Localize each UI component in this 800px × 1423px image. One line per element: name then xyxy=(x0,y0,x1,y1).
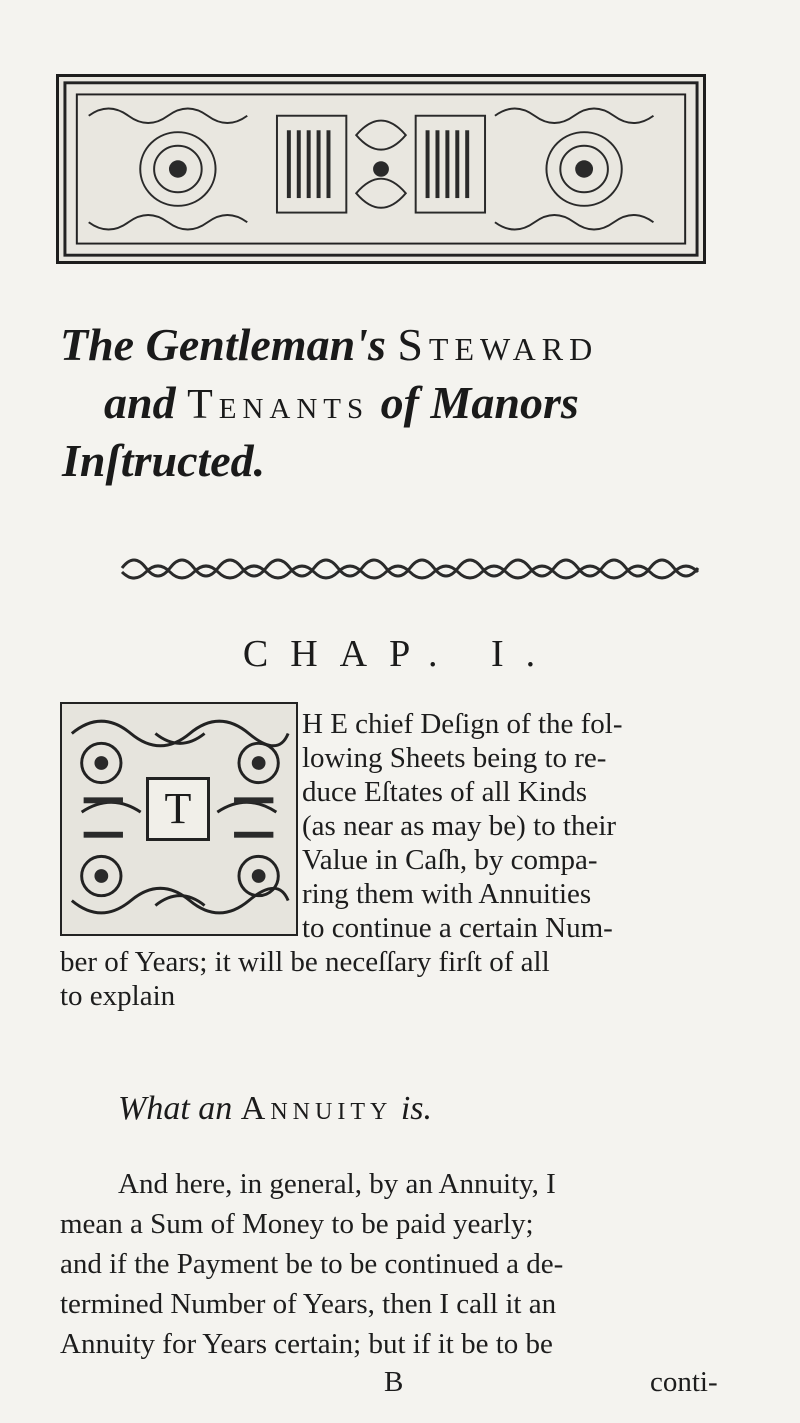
subheading-annuity: Annuity xyxy=(240,1090,393,1127)
subheading-what-an: What an xyxy=(118,1090,233,1127)
ornamental-rule xyxy=(118,548,706,588)
paragraph-2-line: And here, in general, by an Annuity, I xyxy=(118,1168,556,1200)
paragraph-1-line: to continue a certain Num- xyxy=(302,912,613,944)
title-instructed: Inſtructed. xyxy=(62,435,266,486)
paragraph-1-line: (as near as may be) to their xyxy=(302,810,617,842)
decorated-initial xyxy=(60,702,298,936)
subheading-is: is. xyxy=(400,1090,433,1127)
title-tenants: Tenants xyxy=(187,382,370,428)
title-of: of xyxy=(380,377,419,428)
paragraph-1-line: duce Eſtates of all Kinds xyxy=(302,776,588,808)
chapter-heading: CHAP. I. xyxy=(242,633,558,675)
paragraph-2-line: mean a Sum of Money to be paid yearly; xyxy=(60,1208,534,1240)
signature-mark: B xyxy=(384,1366,404,1398)
title-steward: Steward xyxy=(397,319,599,370)
paragraph-2-line: Annuity for Years certain; but if it be to be xyxy=(60,1328,553,1360)
paragraph-1-line: ring them with Annuities xyxy=(302,878,592,910)
catchword: conti- xyxy=(650,1366,718,1398)
decorative-headpiece xyxy=(56,74,706,264)
title-italic-gentlemans: The Gentleman's xyxy=(60,319,386,370)
section-subheading xyxy=(118,1090,432,1128)
title-manors: Manors xyxy=(430,377,579,428)
paragraph-2-line: termined Number of Years, then I call it an xyxy=(60,1288,557,1320)
initial-letter-t: T xyxy=(146,777,210,841)
paragraph-2-line: and if the Payment be to be continued a de- xyxy=(60,1248,564,1280)
paragraph-1-line: to explain xyxy=(60,980,176,1012)
title-and: and xyxy=(104,377,176,428)
paragraph-1-line: Value in Caſh, by compa- xyxy=(302,844,598,876)
paragraph-1-line: lowing Sheets being to re- xyxy=(302,742,607,774)
paragraph-1-line: H E chief Deſign of the fol- xyxy=(302,708,623,740)
paragraph-1-line: ber of Years; it will be neceſſary firſt of all xyxy=(60,946,550,978)
